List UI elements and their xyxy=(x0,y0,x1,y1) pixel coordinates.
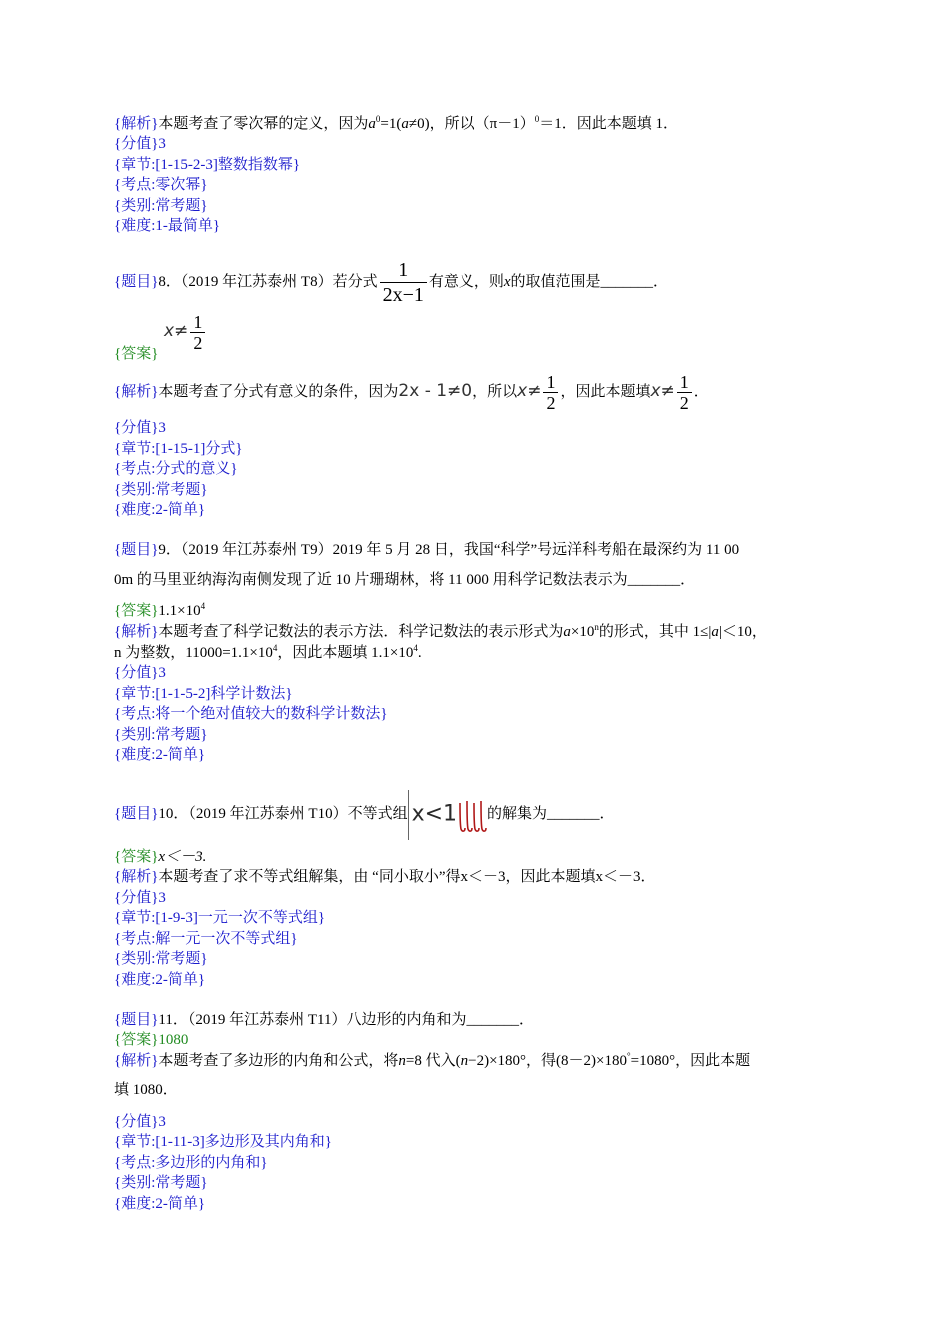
q8-answer-math: x≠ $\frac{1}{2}$ xyxy=(164,312,207,353)
q11-answer: {答案}1080 xyxy=(114,1032,189,1048)
q7-difficulty: {难度:1-最简单} xyxy=(114,218,221,234)
q8-difficulty: {难度:2-简单} xyxy=(114,502,206,518)
q11-analysis-line1: {解析}本题考查了多边形的内角和公式，将n=8 代入(n−2)×180°，得(8－2)×180°=1080°，因此本题 xyxy=(114,1051,751,1069)
broken-formula-glyph xyxy=(457,795,487,835)
q11-chapter: {章节:[1-11-3]多边形及其内角和} xyxy=(114,1134,332,1150)
q11-point: {考点:多边形的内角和} xyxy=(114,1155,268,1171)
q8-score: {分值}3 xyxy=(114,420,166,436)
q11-category: {类别:常考题} xyxy=(114,1175,208,1191)
q8-chapter: {章节:[1-15-1]分式} xyxy=(114,441,243,457)
q8-point: {考点:分式的意义} xyxy=(114,461,238,477)
q9-point: {考点:将一个绝对值较大的数科学计数法} xyxy=(114,706,388,722)
q11-difficulty: {难度:2-简单} xyxy=(114,1196,206,1212)
q9-question-line1: {题目}9．（2019 年江苏泰州 T9）2019 年 5 月 28 日，我国“科学”号远洋科考船在最深约为 11 00 xyxy=(114,542,740,558)
q7-chapter: {章节:[1-15-2-3]整数指数幂} xyxy=(114,157,301,173)
q9-difficulty: {难度:2-简单} xyxy=(114,747,206,763)
q11-question: {题目}11．（2019 年江苏泰州 T11）八边形的内角和为_______． xyxy=(114,1012,534,1028)
q8-question: {题目}8．（2019 年江苏泰州 T8）若分式 $\frac{1}{2x-1}$ 有意义，则x的取值范围是_______． xyxy=(114,259,669,307)
q11-score: {分值}3 xyxy=(114,1114,166,1130)
q10-category: {类别:常考题} xyxy=(114,951,208,967)
q9-question-line2: 0m 的马里亚纳海沟南侧发现了近 10 片珊瑚林，将 11 000 用科学记数法表示为_______． xyxy=(114,572,696,588)
q10-point: {考点:解一元一次不等式组} xyxy=(114,931,298,947)
q7-category: {类别:常考题} xyxy=(114,198,208,214)
q9-chapter: {章节:[1-1-5-2]科学计数法} xyxy=(114,686,293,702)
q9-answer: {答案}$1.1\times 10^4$ xyxy=(114,601,206,619)
q7-point: {考点:零次幂} xyxy=(114,177,208,193)
q7-analysis: {解析}本题考查了零次幂的定义，因为$a^0=1(a\ne 0)$，所以$(\pi-1)^0=1$．因此本题填 1． xyxy=(114,114,678,132)
inequality-brace xyxy=(408,790,409,840)
q9-category: {类别:常考题} xyxy=(114,727,208,743)
question-tag: {题目} xyxy=(114,274,159,290)
q10-difficulty: {难度:2-简单} xyxy=(114,972,206,988)
q8-category: {类别:常考题} xyxy=(114,482,208,498)
q9-analysis-line2: n 为整数，$11000=1.1\times 10^4$，因此本题填 $1.1\times 10^4$. xyxy=(114,643,422,661)
q9-score: {分值}3 xyxy=(114,665,166,681)
q8-analysis: {解析}本题考查了分式有意义的条件，因为2x - 1≠0，所以x≠ $\frac{1}{2}$ ，因此本题填x≠ $\frac{1}{2}$ ． xyxy=(114,372,709,414)
q11-analysis-line2: 填 1080． xyxy=(114,1082,178,1098)
q7-score: {分值}3 xyxy=(114,136,166,152)
q10-question: {题目}10．（2019 年江苏泰州 T10）不等式组 x<1 的解集为_______． xyxy=(114,786,615,843)
q9-analysis-line1: {解析}本题考查了科学记数法的表示方法．科学记数法的表示形式为$a\times 10^n$的形式，其中 1≤|a|＜10， xyxy=(114,622,767,640)
q8-answer-tag: {答案} xyxy=(114,346,159,362)
q10-chapter: {章节:[1-9-3]一元一次不等式组} xyxy=(114,910,326,926)
q10-answer: {答案}x＜－3. xyxy=(114,849,207,865)
q10-analysis: {解析}本题考查了求不等式组解集，由 “同小取小”得x＜－3，因此本题填x＜－3． xyxy=(114,869,656,885)
q10-score: {分值}3 xyxy=(114,890,166,906)
q8-fraction: $\frac{1}{2x-1}$ xyxy=(380,258,427,307)
analysis-tag: {解析} xyxy=(114,116,159,132)
